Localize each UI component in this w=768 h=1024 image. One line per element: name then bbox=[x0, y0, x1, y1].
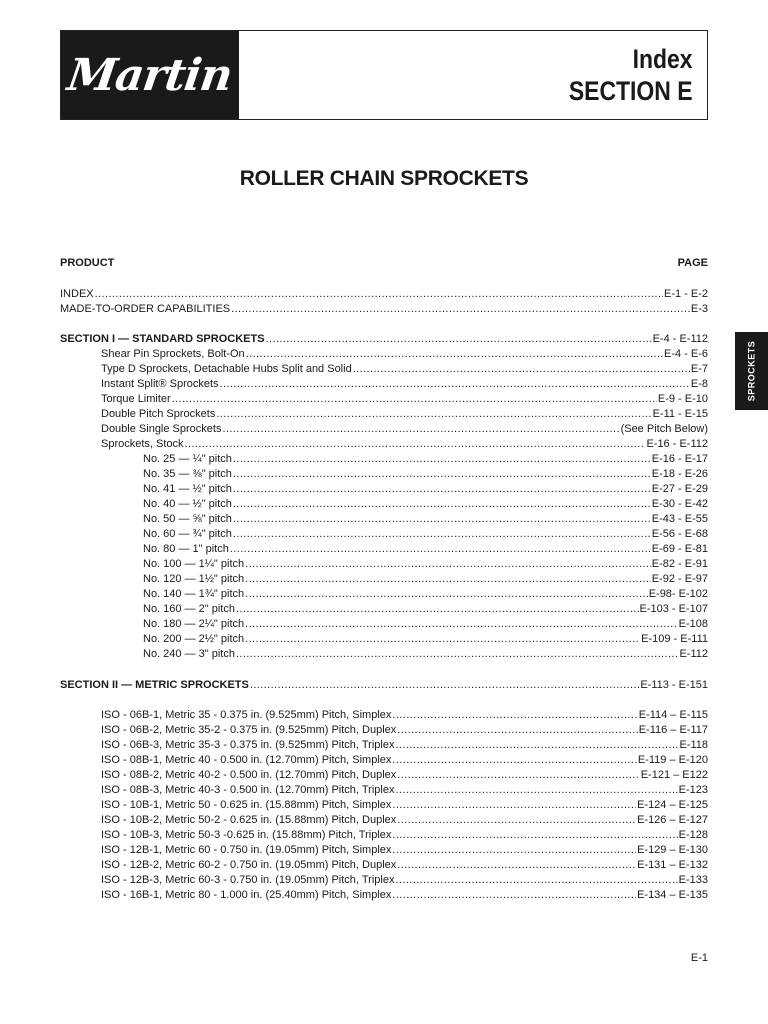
toc-row-pitch bbox=[60, 617, 708, 632]
toc-entry-text: INDEX bbox=[60, 288, 94, 300]
toc-entry-text: ISO - 08B-3, Metric 40-3 - 0.500 in. (12.70mm) Pitch, Triplex bbox=[101, 784, 395, 796]
toc-row bbox=[60, 738, 708, 753]
toc-entry-page: E-16 - E-17 bbox=[651, 453, 708, 465]
toc-entry-page: E-114 – E-115 bbox=[638, 709, 708, 721]
page-column-header: PAGE bbox=[677, 257, 708, 269]
toc-entry-text: No. 200 — 2½" pitch bbox=[143, 633, 245, 645]
toc-entry-text: Double Pitch Sprockets bbox=[101, 408, 216, 420]
toc-entry-page: E-103 - E-107 bbox=[639, 603, 708, 615]
toc-entry-text: ISO - 08B-1, Metric 40 - 0.500 in. (12.70mm) Pitch, Simplex bbox=[101, 754, 392, 766]
toc-entry-page: E-119 – E-120 bbox=[637, 754, 708, 766]
toc-entry-text: No. 240 — 3" pitch bbox=[143, 648, 235, 660]
toc-entry-text: No. 35 — ⅜" pitch bbox=[143, 468, 232, 480]
toc-entry-text: Double Single Sprockets bbox=[101, 423, 222, 435]
toc-row-pitch bbox=[60, 512, 708, 527]
toc-entry-text: Shear Pin Sprockets, Bolt-On bbox=[101, 348, 245, 360]
toc-entry-page: E-1 - E-2 bbox=[663, 288, 708, 300]
toc-entry-page: E-108 bbox=[678, 618, 708, 630]
toc-row bbox=[60, 753, 708, 768]
toc-entry-text: ISO - 06B-1, Metric 35 - 0.375 in. (9.525mm) Pitch, Simplex bbox=[101, 709, 392, 721]
toc-entry-text: No. 80 — 1" pitch bbox=[143, 543, 229, 555]
index-label: Index bbox=[633, 44, 693, 74]
toc-entry-text: No. 25 — ¼" pitch bbox=[143, 453, 232, 465]
toc-entry-text: No. 60 — ¾" pitch bbox=[143, 528, 232, 540]
toc-row-pitch bbox=[60, 602, 708, 617]
toc-row bbox=[60, 422, 708, 437]
toc-row bbox=[60, 407, 708, 422]
toc-entry-page: E-18 - E-26 bbox=[651, 468, 708, 480]
toc-row-made-to-order bbox=[60, 302, 708, 317]
toc-section-2 bbox=[60, 678, 708, 903]
toc-entry-page: E-11 - E-15 bbox=[652, 408, 708, 420]
toc-entry-text: No. 100 — 1¼" pitch bbox=[143, 558, 245, 570]
toc-entry-page: E-56 - E-68 bbox=[651, 528, 708, 540]
toc-entry-page: E-98- E-102 bbox=[648, 588, 708, 600]
toc-entry-text: ISO - 06B-2, Metric 35-2 - 0.375 in. (9.525mm) Pitch, Duplex bbox=[101, 724, 397, 736]
toc-entry-text: ISO - 08B-2, Metric 40-2 - 0.500 in. (12.70mm) Pitch, Duplex bbox=[101, 769, 397, 781]
section-2-heading bbox=[60, 678, 708, 693]
product-column-header: PRODUCT bbox=[60, 257, 115, 269]
side-tab-label: SPROCKETS bbox=[746, 340, 757, 402]
toc-entry-text: ISO - 10B-3, Metric 50-3 -0.625 in. (15.88mm) Pitch, Triplex bbox=[101, 829, 392, 841]
toc-row bbox=[60, 392, 708, 407]
toc-row bbox=[60, 888, 708, 903]
toc-row-pitch bbox=[60, 467, 708, 482]
toc-entry-text: MADE-TO-ORDER CAPABILITIES bbox=[60, 303, 231, 315]
toc-row bbox=[60, 858, 708, 873]
toc-entry-page: E-121 – E122 bbox=[640, 769, 708, 781]
toc-entry-text: No. 40 — ½" pitch bbox=[143, 498, 232, 510]
martin-logo bbox=[61, 31, 239, 119]
toc-row-pitch bbox=[60, 587, 708, 602]
toc-row-index bbox=[60, 287, 708, 302]
toc-entry-page: E-9 - E-10 bbox=[657, 393, 708, 405]
toc-row bbox=[60, 813, 708, 828]
toc-entry-text: ISO - 16B-1, Metric 80 - 1.000 in. (25.40mm) Pitch, Simplex bbox=[101, 889, 392, 901]
toc-row bbox=[60, 362, 708, 377]
toc-entry-page: E-124 – E-125 bbox=[637, 799, 708, 811]
toc-entry-page: (See Pitch Below) bbox=[620, 423, 708, 435]
toc-row bbox=[60, 828, 708, 843]
page-number: E-1 bbox=[690, 952, 708, 964]
toc-row bbox=[60, 783, 708, 798]
toc-entry-page: E-30 - E-42 bbox=[651, 498, 708, 510]
toc-entry-page: E-109 - E-111 bbox=[641, 633, 708, 645]
toc-entry-page: E-7 bbox=[690, 363, 708, 375]
toc-entry-text: No. 41 — ½" pitch bbox=[143, 483, 232, 495]
toc-entry-text: ISO - 12B-3, Metric 60-3 - 0.750 in. (19.05mm) Pitch, Triplex bbox=[101, 874, 395, 886]
toc-entry-page: E-133 bbox=[678, 874, 708, 886]
toc-entry-text: ISO - 12B-2, Metric 60-2 - 0.750 in. (19.05mm) Pitch, Duplex bbox=[101, 859, 397, 871]
toc-entry-text: No. 180 — 2¼" pitch bbox=[143, 618, 245, 630]
toc-row bbox=[60, 377, 708, 392]
toc-entry-page: E-116 – E-117 bbox=[638, 724, 708, 736]
toc-entry-page: E-82 - E-91 bbox=[651, 558, 708, 570]
toc-entry-page: E-126 – E-127 bbox=[637, 814, 708, 826]
toc-row-pitch bbox=[60, 452, 708, 467]
toc-row-pitch bbox=[60, 647, 708, 662]
toc-row bbox=[60, 798, 708, 813]
toc-entry-text: No. 160 — 2" pitch bbox=[143, 603, 235, 615]
toc-row-pitch bbox=[60, 527, 708, 542]
page-title: ROLLER CHAIN SPROCKETS bbox=[239, 167, 529, 190]
toc-entry-page: E-69 - E-81 bbox=[651, 543, 708, 555]
toc-entry-page: E-43 - E-55 bbox=[651, 513, 708, 525]
toc-row-pitch bbox=[60, 542, 708, 557]
toc-entry-text: ISO - 10B-1, Metric 50 - 0.625 in. (15.88mm) Pitch, Simplex bbox=[101, 799, 392, 811]
section-1-heading bbox=[60, 332, 708, 347]
toc-entry-text: ISO - 12B-1, Metric 60 - 0.750 in. (19.05mm) Pitch, Simplex bbox=[101, 844, 392, 856]
logo-text: Martin bbox=[64, 49, 236, 101]
toc-row-pitch bbox=[60, 632, 708, 647]
toc-entry-page: E-27 - E-29 bbox=[651, 483, 708, 495]
toc-row bbox=[60, 843, 708, 858]
toc-intro bbox=[60, 287, 708, 317]
toc-row bbox=[60, 437, 708, 452]
toc-row-pitch bbox=[60, 572, 708, 587]
toc-entry-page: E-128 bbox=[678, 829, 708, 841]
section-label: SECTION E bbox=[569, 76, 693, 106]
toc-entry-page: E-118 bbox=[679, 739, 708, 751]
toc-entry-text: SECTION I — STANDARD SPROCKETS bbox=[60, 333, 265, 345]
toc-entry-page: E-4 - E-6 bbox=[663, 348, 708, 360]
toc-entry-text: No. 50 — ⅝" pitch bbox=[143, 513, 232, 525]
toc-entry-text: Type D Sprockets, Detachable Hubs Split and Solid bbox=[101, 363, 352, 375]
toc-entry-page: E-113 - E-151 bbox=[640, 679, 708, 691]
toc-entry-page: E-134 – E-135 bbox=[637, 889, 708, 901]
toc-row bbox=[60, 347, 708, 362]
toc-entry-text: ISO - 06B-3, Metric 35-3 - 0.375 in. (9.525mm) Pitch, Triplex bbox=[101, 739, 395, 751]
toc-entry-text: ISO - 10B-2, Metric 50-2 - 0.625 in. (15.88mm) Pitch, Duplex bbox=[101, 814, 397, 826]
header-box bbox=[60, 30, 708, 120]
side-tab bbox=[735, 332, 768, 410]
toc-row-pitch bbox=[60, 497, 708, 512]
toc-row-pitch bbox=[60, 557, 708, 572]
toc-entry-text: Torque Limiter bbox=[101, 393, 171, 405]
toc-entry-page: E-4 - E-112 bbox=[652, 333, 708, 345]
toc-entry-page: E-129 – E-130 bbox=[637, 844, 708, 856]
toc-row bbox=[60, 708, 708, 723]
toc-entry-page: E-16 - E-112 bbox=[646, 438, 708, 450]
toc-entry-text: SECTION II — METRIC SPROCKETS bbox=[60, 679, 249, 691]
toc-row-pitch bbox=[60, 482, 708, 497]
toc-row bbox=[60, 723, 708, 738]
toc-entry-text: Sprockets, Stock bbox=[101, 438, 184, 450]
toc-entry-page: E-123 bbox=[678, 784, 708, 796]
toc-section-1 bbox=[60, 332, 708, 662]
toc-entry-text: No. 120 — 1½" pitch bbox=[143, 573, 245, 585]
toc-entry-page: E-131 – E-132 bbox=[637, 859, 708, 871]
toc-entry-page: E-112 bbox=[679, 648, 708, 660]
toc-row bbox=[60, 873, 708, 888]
toc-entry-page: E-8 bbox=[690, 378, 708, 390]
toc-entry-page: E-92 - E-97 bbox=[651, 573, 708, 585]
toc-entry-text: Instant Split® Sprockets bbox=[101, 378, 219, 390]
toc-entry-text: No. 140 — 1¾" pitch bbox=[143, 588, 245, 600]
section-title-block bbox=[547, 43, 693, 107]
toc-entry-page: E-3 bbox=[690, 303, 708, 315]
toc-row bbox=[60, 768, 708, 783]
